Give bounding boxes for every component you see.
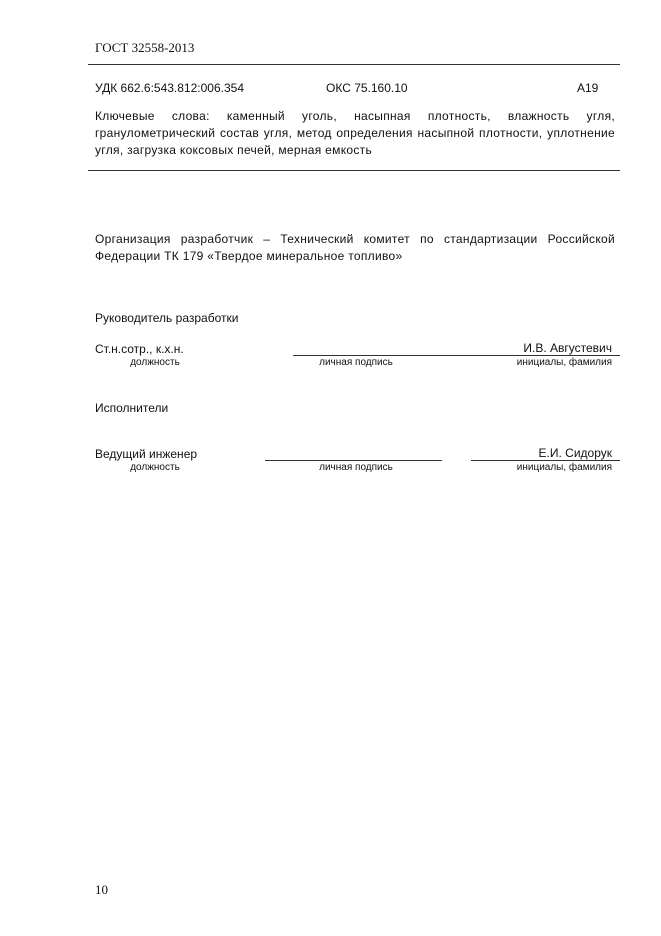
top-rule [88, 64, 620, 65]
standard-code-header: ГОСТ 32558-2013 [95, 40, 195, 55]
keywords-rule [88, 170, 620, 171]
performer-caption-signature: личная подпись [319, 462, 393, 473]
performer-caption-position: должность [130, 462, 180, 473]
leader-heading: Руководитель разработки [95, 311, 239, 325]
oks-code: ОКС 75.160.10 [326, 81, 408, 95]
page-number: 10 [95, 882, 108, 897]
keywords-paragraph: Ключевые слова: каменный уголь, насыпная плотность, влажность угля, гранулометрический состав угля, метод определения насыпной плотности, уплотнение угля, загрузка коксовых печей, мерная емкость [95, 109, 615, 157]
performer-name: Е.И. Сидорук [538, 446, 612, 460]
performers-heading: Исполнители [95, 401, 169, 415]
leader-position: Ст.н.сотр., к.х.н. [95, 342, 184, 356]
performer-caption-name: инициалы, фамилия [516, 462, 612, 473]
leader-caption-position: должность [130, 357, 180, 368]
group-code: А19 [577, 81, 599, 95]
leader-caption-signature: личная подпись [319, 357, 393, 368]
performer-signature-line [265, 460, 442, 461]
udk-code: УДК 662.6:543.812:006.354 [95, 81, 244, 95]
leader-caption-name: инициалы, фамилия [516, 357, 612, 368]
developer-paragraph: Организация разработчик – Технический комитет по стандартизации Российской Федерации ТК 179 «Твердое минеральное топливо» [95, 232, 615, 263]
leader-name: И.В. Августевич [523, 341, 612, 355]
performer-position: Ведущий инженер [95, 447, 198, 461]
